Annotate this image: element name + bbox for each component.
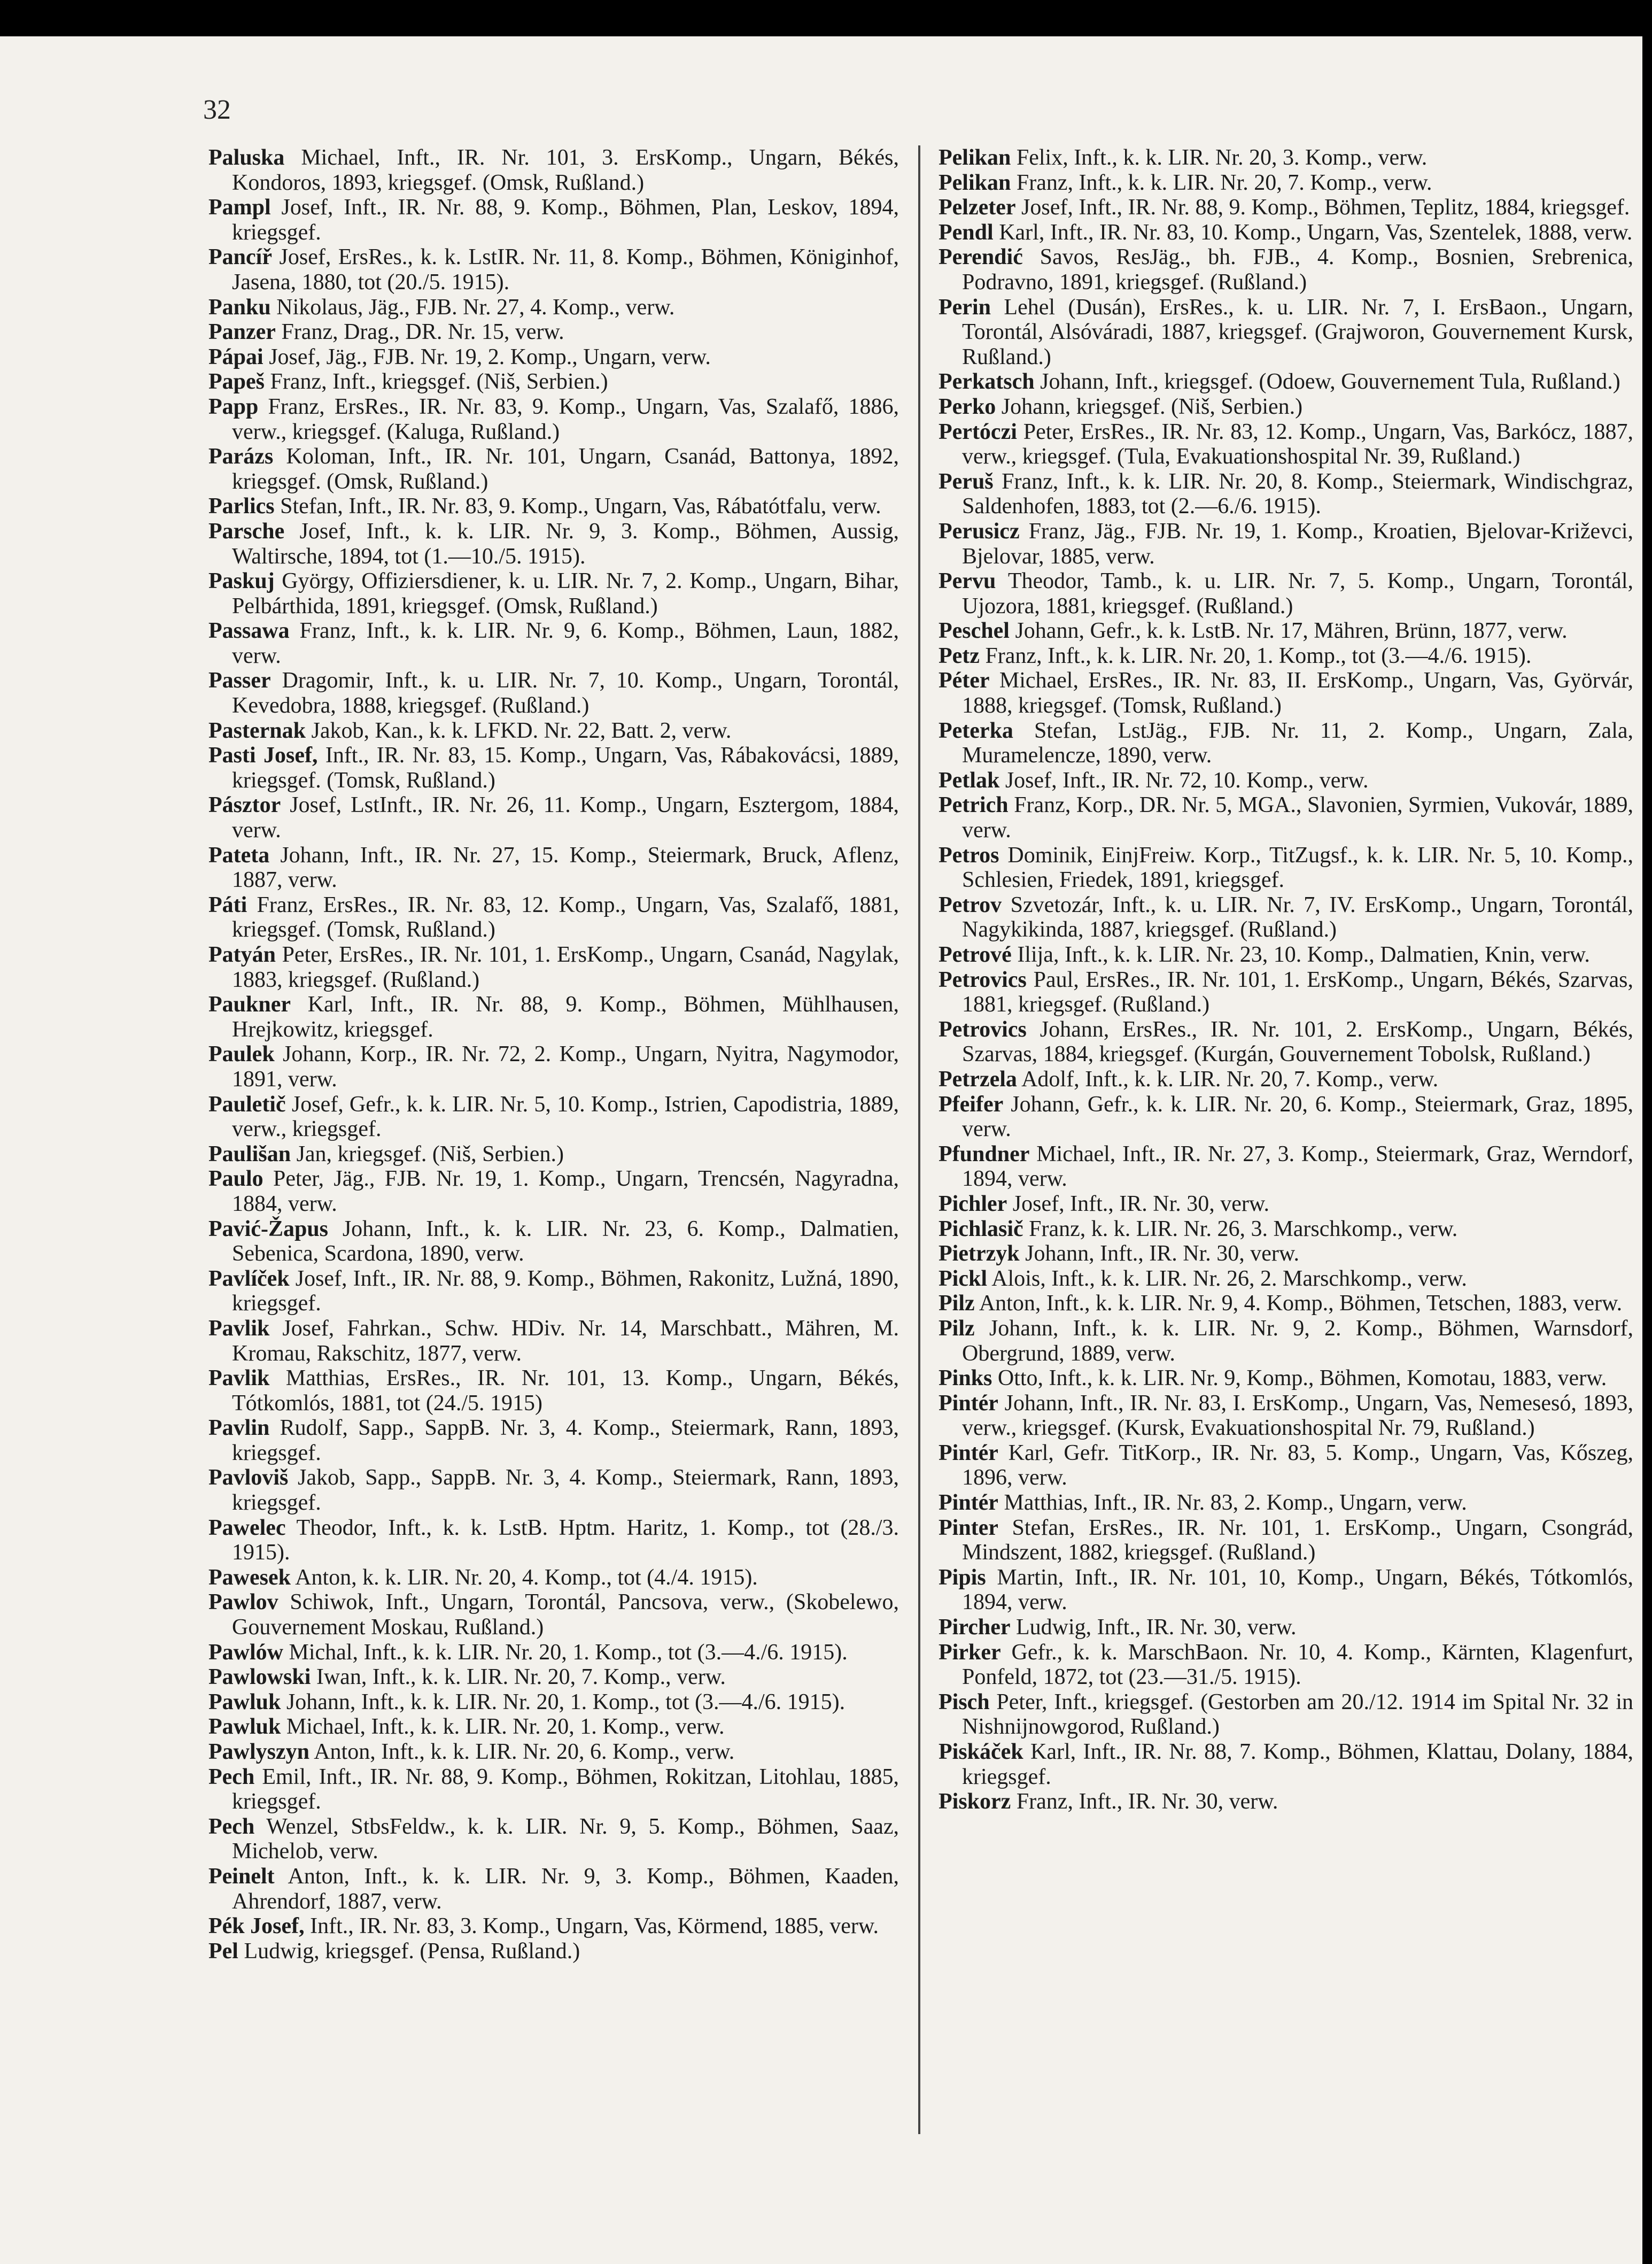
list-item [939, 644, 1633, 669]
entry-details: Lehel (Dusán), ErsRes., k. u. LIR. Nr. 7, I. ErsBaon., Ungarn, Torontál, Alsóváradi, 1887, kriegsgef. (Grajworon, Gouvernement Kursk, Rußland.) [962, 295, 1633, 369]
entry-details: Anton, k. k. LIR. Nr. 20, 4. Komp., tot (4./4. 1915). [295, 1565, 758, 1590]
entry-details: Josef, LstInft., IR. Nr. 26, 11. Komp., Ungarn, Esztergom, 1884, verw. [232, 793, 899, 843]
entry-surname: Paukner [208, 992, 291, 1017]
entry-details: Peter, Inft., kriegsgef. (Gestorben am 20./12. 1914 im Spital Nr. 32 in Nishnijnowgorod, Rußland.) [962, 1689, 1634, 1740]
entry-surname: Pelikan [939, 170, 1011, 195]
list-item [939, 893, 1633, 942]
entry-details: Franz, ErsRes., IR. Nr. 83, 9. Komp., Ungarn, Vas, Szalafő, 1886, verw., kriegsgef. (Kaluga, Rußland.) [232, 394, 899, 444]
entry-surname: Pichler [939, 1191, 1007, 1216]
list-item [939, 1615, 1633, 1640]
entry-surname: Perko [939, 394, 996, 419]
entry-details: Michael, Inft., IR. Nr. 101, 3. ErsKomp., Ungarn, Békés, Kondoros, 1893, kriegsgef. (Omsk, Rußland.) [232, 145, 899, 195]
entry-details: Anton, Inft., k. k. LIR. Nr. 9, 3. Komp., Böhmen, Kaaden, Ahrendorf, 1887, verw. [232, 1864, 899, 1914]
entry-details: Josef, Gefr., k. k. LIR. Nr. 5, 10. Komp., Istrien, Capodistria, 1889, verw., kriegsgef. [232, 1092, 899, 1142]
entry-details: Josef, Inft., IR. Nr. 30, verw. [1012, 1191, 1269, 1216]
entry-surname: Panku [208, 295, 271, 320]
list-item [939, 369, 1633, 395]
entry-surname: Petrovics [939, 967, 1027, 992]
entry-surname: Panzer [208, 320, 276, 345]
entry-details: Theodor, Tamb., k. u. LIR. Nr. 7, 5. Komp., Ungarn, Torontál, Ujozora, 1881, kriegsgef. (Rußland.) [962, 569, 1633, 619]
list-item [208, 1042, 899, 1092]
list-item [939, 619, 1633, 644]
entry-details: Matthias, Inft., IR. Nr. 83, 2. Komp., Ungarn, verw. [1004, 1490, 1467, 1516]
list-item [939, 843, 1633, 893]
entry-surname: Pavlik [208, 1366, 270, 1391]
list-item [208, 992, 899, 1042]
entry-details: Franz, k. k. LIR. Nr. 26, 3. Marschkomp., verw. [1029, 1216, 1458, 1241]
list-item [208, 1366, 899, 1416]
entry-details: Michael, ErsRes., IR. Nr. 83, II. ErsKomp., Ungarn, Vas, Györvár, 1888, kriegsgef. (Tomsk, Rußland.) [962, 668, 1633, 718]
entry-surname: Peruš [939, 469, 994, 494]
list-item [208, 1217, 899, 1266]
entry-details: Josef, Inft., IR. Nr. 88, 9. Komp., Böhmen, Teplitz, 1884, kriegsgef. [1021, 195, 1630, 220]
entry-surname: Pintér [939, 1390, 998, 1416]
entry-details: Johann, Inft., IR. Nr. 83, I. ErsKomp., Ungarn, Vas, Nemesesó, 1893, verw., kriegsgef. (Kursk, Evakuationshospital Nr. 79, Rußland.) [962, 1390, 1634, 1441]
entry-surname: Perin [939, 295, 991, 320]
entry-details: Inft., IR. Nr. 83, 3. Komp., Ungarn, Vas, Körmend, 1885, verw. [310, 1914, 879, 1939]
list-item [208, 494, 899, 519]
entry-surname: Pech [208, 1814, 255, 1839]
entry-details: Josef, Inft., IR. Nr. 72, 10. Komp., verw. [1005, 768, 1369, 793]
list-item [208, 718, 899, 744]
entry-surname: Pauletič [208, 1092, 286, 1117]
entry-details: Franz, Inft., k. k. LIR. Nr. 9, 6. Komp., Böhmen, Laun, 1882, verw. [232, 619, 899, 668]
entry-surname: Passawa [208, 619, 290, 644]
list-item [939, 1291, 1633, 1316]
entry-details: Josef, Jäg., FJB. Nr. 19, 2. Komp., Ungarn, verw. [269, 344, 711, 369]
entry-details: Peter, ErsRes., IR. Nr. 83, 12. Komp., Ungarn, Vas, Barkócz, 1887, verw., kriegsgef. (Tula, Evakuationshospital Nr. 39, Rußland.) [962, 419, 1634, 469]
entry-details: Franz, Drag., DR. Nr. 15, verw. [281, 320, 564, 345]
entry-surname: Pisch [939, 1689, 990, 1714]
list-item [939, 1789, 1633, 1814]
list-item [208, 1266, 899, 1316]
entry-surname: Pilz [939, 1316, 975, 1341]
list-item [208, 369, 899, 395]
entry-details: Johann, kriegsgef. (Niš, Serbien.) [1001, 394, 1303, 419]
entry-details: Matthias, ErsRes., IR. Nr. 101, 13. Komp., Ungarn, Békés, Tótkomlós, 1881, tot (24./5. 1915) [232, 1366, 899, 1416]
entry-surname: Pickl [939, 1266, 987, 1291]
list-item [208, 1740, 899, 1765]
list-item [939, 1142, 1633, 1192]
list-item [939, 718, 1633, 768]
entry-surname: Parsche [208, 519, 285, 544]
entry-surname: Pavić-Žapus [208, 1216, 329, 1241]
entry-surname: Peinelt [208, 1864, 275, 1889]
entry-details: Dominik, EinjFreiw. Korp., TitZugsf., k. k. LIR. Nr. 5, 10. Komp., Schlesien, Friedek, 1891, kriegsgef. [962, 843, 1634, 893]
entry-surname: Pateta [208, 843, 270, 868]
page-number: 32 [203, 95, 231, 125]
list-item [208, 893, 899, 942]
list-item [939, 145, 1633, 171]
entry-surname: Pilz [939, 1291, 975, 1316]
list-item [208, 1814, 899, 1864]
list-item [208, 1166, 899, 1216]
entry-details: Adolf, Inft., k. k. LIR. Nr. 20, 7. Komp., verw. [1021, 1067, 1439, 1092]
list-item [208, 1142, 899, 1167]
entry-details: Josef, ErsRes., k. k. LstIR. Nr. 11, 8. Komp., Böhmen, Königinhof, Jasena, 1880, tot (20./5. 1915). [232, 245, 899, 295]
entry-details: Koloman, Inft., IR. Nr. 101, Ungarn, Csanád, Battonya, 1892, kriegsgef. (Omsk, Rußland.) [232, 444, 899, 494]
entry-surname: Parázs [208, 444, 274, 469]
entry-surname: Pavlin [208, 1416, 270, 1441]
entry-surname: Perkatsch [939, 369, 1035, 395]
list-item [208, 1665, 899, 1690]
entry-surname: Pirker [939, 1640, 1001, 1665]
entry-details: Johann, Inft., IR. Nr. 30, verw. [1025, 1241, 1299, 1266]
entry-surname: Petros [939, 843, 999, 868]
entry-details: Josef, Inft., IR. Nr. 88, 9. Komp., Böhmen, Plan, Leskov, 1894, kriegsgef. [232, 195, 899, 245]
list-item [939, 768, 1633, 793]
entry-details: Paul, ErsRes., IR. Nr. 101, 1. ErsKomp., Ungarn, Békés, Szarvas, 1881, kriegsgef. (Rußland.) [962, 967, 1634, 1017]
entry-surname: Pásztor [208, 793, 281, 818]
entry-details: Michael, Inft., IR. Nr. 27, 3. Komp., Steiermark, Graz, Werndorf, 1894, verw. [962, 1141, 1634, 1192]
entry-details: Johann, Inft., kriegsgef. (Odoew, Gouvernement Tula, Rußland.) [1040, 369, 1620, 395]
list-item [208, 1092, 899, 1142]
entry-details: Schiwok, Inft., Ungarn, Torontál, Pancsova, verw., (Skobelewo, Gouvernement Moskau, Rußland.) [232, 1590, 899, 1640]
entry-surname: Pasternak [208, 718, 306, 743]
entry-surname: Piskorz [939, 1789, 1011, 1814]
entry-details: Stefan, ErsRes., IR. Nr. 101, 1. ErsKomp., Ungarn, Csongrád, Mindszent, 1882, kriegsgef. (Rußland.) [962, 1515, 1633, 1565]
list-item [208, 320, 899, 345]
entry-details: Savos, ResJäg., bh. FJB., 4. Komp., Bosnien, Srebrenica, Podravno, 1891, kriegsgef. (Rußland.) [962, 245, 1633, 295]
entry-details: Ilija, Inft., k. k. LIR. Nr. 23, 10. Komp., Dalmatien, Knin, verw. [1017, 942, 1590, 967]
list-item [208, 1565, 899, 1590]
list-item [208, 1765, 899, 1814]
entry-details: Michael, Inft., k. k. LIR. Nr. 20, 1. Komp., verw. [286, 1714, 725, 1740]
entry-details: Felix, Inft., k. k. LIR. Nr. 20, 3. Komp., verw. [1016, 145, 1428, 170]
right-column [939, 145, 1633, 1814]
entry-surname: Pinter [939, 1515, 998, 1540]
list-item [208, 1939, 899, 1964]
entry-surname: Pawlov [208, 1590, 278, 1615]
list-item [208, 245, 899, 295]
entry-surname: Pelzeter [939, 195, 1016, 220]
entry-details: Inft., IR. Nr. 83, 15. Komp., Ungarn, Vas, Rábakovácsi, 1889, kriegsgef. (Tomsk, Rußland.) [232, 743, 899, 793]
list-item [208, 1864, 899, 1914]
column-divider [918, 145, 920, 2134]
entry-surname: Pavlíček [208, 1266, 290, 1291]
entry-details: Johann, Gefr., k. k. LIR. Nr. 20, 6. Komp., Steiermark, Graz, 1895, verw. [962, 1092, 1634, 1142]
entry-surname: Pfundner [939, 1141, 1030, 1166]
entry-surname: Pietrzyk [939, 1241, 1020, 1266]
list-item [208, 668, 899, 718]
entry-details: Karl, Inft., IR. Nr. 88, 7. Komp., Böhmen, Klattau, Dolany, 1884, kriegsgef. [962, 1740, 1633, 1789]
list-item [939, 1017, 1633, 1067]
entry-surname: Perusicz [939, 519, 1020, 544]
entry-details: Franz, Inft., k. k. LIR. Nr. 20, 7. Komp., verw. [1016, 170, 1432, 195]
entry-details: Szvetozár, Inft., k. u. LIR. Nr. 7, IV. ErsKomp., Ungarn, Torontál, Nagykikinda, 1887, kriegsgef. (Rußland.) [962, 892, 1634, 942]
entry-details: Martin, Inft., IR. Nr. 101, 10, Komp., Ungarn, Békés, Tótkomlós, 1894, verw. [962, 1565, 1633, 1615]
entry-surname: Petz [939, 643, 980, 668]
entry-details: Franz, Inft., kriegsgef. (Niš, Serbien.) [270, 369, 608, 395]
entry-surname: Parlics [208, 494, 275, 519]
entry-details: Iwan, Inft., k. k. LIR. Nr. 20, 7. Komp., verw. [316, 1665, 726, 1690]
list-item [939, 395, 1633, 420]
list-item [939, 245, 1633, 295]
entry-surname: Petlak [939, 768, 1000, 793]
list-item [939, 1366, 1633, 1391]
list-item [208, 1640, 899, 1665]
entry-surname: Pel [208, 1938, 238, 1964]
entry-details: Franz, Korp., DR. Nr. 5, MGA., Slavonien, Syrmien, Vukovár, 1889, verw. [962, 793, 1634, 843]
list-item [939, 469, 1633, 519]
entry-details: Theodor, Inft., k. k. LstB. Hptm. Haritz, 1. Komp., tot (28./3. 1915). [232, 1515, 899, 1565]
list-item [208, 793, 899, 843]
list-item [939, 1192, 1633, 1217]
list-item [939, 220, 1633, 245]
list-item [208, 145, 899, 195]
entry-details: Nikolaus, Jäg., FJB. Nr. 27, 4. Komp., verw. [276, 295, 675, 320]
list-item [939, 295, 1633, 370]
entry-details: Franz, Inft., IR. Nr. 30, verw. [1016, 1789, 1278, 1814]
entry-surname: Pichlasič [939, 1216, 1023, 1241]
entry-details: Johann, Inft., k. k. LIR. Nr. 9, 2. Komp., Böhmen, Warnsdorf, Obergrund, 1889, verw. [962, 1316, 1634, 1366]
list-item [208, 1914, 899, 1939]
entry-surname: Patyán [208, 942, 276, 967]
entry-surname: Pawluk [208, 1689, 281, 1714]
list-item [208, 195, 899, 245]
scan-border-right [1642, 0, 1652, 2264]
entry-details: Emil, Inft., IR. Nr. 88, 9. Komp., Böhmen, Rokitzan, Litohlau, 1885, kriegsgef. [232, 1764, 899, 1814]
list-item [939, 968, 1633, 1017]
entry-details: Johann, ErsRes., IR. Nr. 101, 2. ErsKomp., Ungarn, Békés, Szarvas, 1884, kriegsgef. (Kurgán, Gouvernement Tobolsk, Rußland.) [962, 1017, 1634, 1067]
list-item [208, 1465, 899, 1515]
entry-surname: Petrov [939, 892, 1002, 917]
list-item [208, 619, 899, 668]
list-item [939, 1690, 1633, 1740]
entry-details: Stefan, LstJäg., FJB. Nr. 11, 2. Komp., Ungarn, Zala, Muramelencze, 1890, verw. [962, 718, 1634, 768]
entry-surname: Papp [208, 394, 259, 419]
entry-surname: Pelikan [939, 145, 1011, 170]
entry-details: Franz, ErsRes., IR. Nr. 83, 12. Komp., Ungarn, Vas, Szalafő, 1881, kriegsgef. (Tomsk, Rußland.) [232, 892, 899, 942]
entry-details: Dragomir, Inft., k. u. LIR. Nr. 7, 10. Komp., Ungarn, Torontál, Kevedobra, 1888, kriegsgef. (Rußland.) [232, 668, 899, 718]
list-item [939, 519, 1633, 569]
entry-details: Jakob, Kan., k. k. LFKD. Nr. 22, Batt. 2, verw. [311, 718, 732, 743]
entry-surname: Petrzela [939, 1067, 1017, 1092]
list-item [208, 1416, 899, 1465]
list-item [939, 195, 1633, 220]
entry-details: Josef, Fahrkan., Schw. HDiv. Nr. 14, Marschbatt., Mähren, M. Kromau, Rakschitz, 1877, verw. [232, 1316, 899, 1366]
entry-surname: Pawlyszyn [208, 1740, 309, 1764]
list-item [208, 569, 899, 619]
entry-details: Anton, Inft., k. k. LIR. Nr. 20, 6. Komp., verw. [314, 1740, 735, 1764]
entry-surname: Peterka [939, 718, 1013, 743]
entry-surname: Pircher [939, 1615, 1011, 1640]
list-item [939, 1490, 1633, 1516]
list-item [939, 1516, 1633, 1565]
entry-surname: Peschel [939, 619, 1010, 644]
entry-details: Franz, Inft., k. k. LIR. Nr. 20, 8. Komp., Steiermark, Windischgraz, Saldenhofen, 1883, tot (2.—6./6. 1915). [962, 469, 1634, 519]
entry-details: Johann, Inft., k. k. LIR. Nr. 23, 6. Komp., Dalmatien, Sebenica, Scardona, 1890, verw. [232, 1216, 899, 1266]
entry-surname: Paluska [208, 145, 285, 170]
list-item [939, 668, 1633, 718]
entry-surname: Pavloviš [208, 1465, 289, 1490]
entry-surname: Pampl [208, 195, 271, 220]
entry-details: Anton, Inft., k. k. LIR. Nr. 9, 4. Komp., Böhmen, Tetschen, 1883, verw. [979, 1291, 1623, 1316]
entry-details: Karl, Inft., IR. Nr. 83, 10. Komp., Ungarn, Vas, Szentelek, 1888, verw. [999, 220, 1633, 245]
entry-surname: Pawelec [208, 1515, 286, 1540]
entry-surname: Péter [939, 668, 990, 693]
entry-surname: Pervu [939, 569, 996, 594]
entry-details: Wenzel, StbsFeldw., k. k. LIR. Nr. 9, 5. Komp., Böhmen, Saaz, Michelob, verw. [232, 1814, 899, 1864]
entry-surname: Pech [208, 1764, 255, 1789]
entry-details: Ludwig, Inft., IR. Nr. 30, verw. [1016, 1615, 1297, 1640]
entry-details: Ludwig, kriegsgef. (Pensa, Rußland.) [244, 1938, 580, 1964]
list-item [208, 1516, 899, 1565]
entry-surname: Pancíř [208, 245, 272, 270]
list-item [939, 1565, 1633, 1615]
list-item [939, 1391, 1633, 1441]
entry-details: Franz, Inft., k. k. LIR. Nr. 20, 1. Komp., tot (3.—4./6. 1915). [985, 643, 1532, 668]
list-item [939, 1266, 1633, 1292]
list-item [208, 1714, 899, 1740]
list-item [939, 1092, 1633, 1142]
list-item [939, 1217, 1633, 1242]
list-item [939, 1740, 1633, 1789]
entry-surname: Petrové [939, 942, 1012, 967]
list-item [939, 171, 1633, 196]
entry-surname: Pavlik [208, 1316, 270, 1341]
list-item [939, 942, 1633, 968]
entry-details: Peter, ErsRes., IR. Nr. 101, 1. ErsKomp., Ungarn, Csanád, Nagylak, 1883, kriegsgef. (Rußland.) [232, 942, 899, 992]
entry-surname: Pfeifer [939, 1092, 1004, 1117]
list-item [939, 569, 1633, 619]
list-item [208, 345, 899, 370]
entry-surname: Passer [208, 668, 271, 693]
entry-details: Johann, Gefr., k. k. LstB. Nr. 17, Mähren, Brünn, 1877, verw. [1015, 619, 1568, 644]
entry-details: Jan, kriegsgef. (Niš, Serbien.) [296, 1141, 564, 1166]
entry-details: Josef, Inft., IR. Nr. 88, 9. Komp., Böhmen, Rakonitz, Lužná, 1890, kriegsgef. [232, 1266, 899, 1316]
entry-surname: Paulo [208, 1166, 263, 1192]
entry-surname: Pintér [939, 1490, 998, 1516]
entry-surname: Pék Josef, [208, 1914, 305, 1939]
entry-surname: Perendić [939, 245, 1023, 270]
entry-surname: Pertóczi [939, 419, 1017, 444]
entry-surname: Pinks [939, 1366, 992, 1391]
list-item [208, 1316, 899, 1366]
entry-details: Peter, Jäg., FJB. Nr. 19, 1. Komp., Ungarn, Trencsén, Nagyradna, 1884, verw. [232, 1166, 899, 1216]
list-item [939, 1241, 1633, 1266]
entry-details: Johann, Inft., k. k. LIR. Nr. 20, 1. Komp., tot (3.—4./6. 1915). [286, 1689, 846, 1714]
list-item [208, 295, 899, 320]
list-item [208, 942, 899, 992]
entry-surname: Pendl [939, 220, 994, 245]
list-item [939, 420, 1633, 469]
entry-details: Karl, Inft., IR. Nr. 88, 9. Komp., Böhmen, Mühlhausen, Hrejkowitz, kriegsgef. [232, 992, 899, 1042]
entry-surname: Paulišan [208, 1141, 291, 1166]
entry-details: Josef, Inft., k. k. LIR. Nr. 9, 3. Komp., Böhmen, Aussig, Waltirsche, 1894, tot (1.—10./5. 1915). [232, 519, 899, 569]
entry-surname: Pipis [939, 1565, 986, 1590]
entry-details: György, Offiziersdiener, k. u. LIR. Nr. 7, 2. Komp., Ungarn, Bihar, Pelbárthida, 1891, kriegsgef. (Omsk, Rußland.) [232, 569, 899, 619]
entry-surname: Pawlów [208, 1640, 283, 1665]
entry-surname: Papeš [208, 369, 265, 395]
entry-details: Otto, Inft., k. k. LIR. Nr. 9, Komp., Böhmen, Komotau, 1883, verw. [997, 1366, 1607, 1391]
entry-surname: Petrovics [939, 1017, 1027, 1042]
entry-surname: Pasti Josef, [208, 743, 318, 768]
list-item [939, 1640, 1633, 1690]
entry-surname: Pawlowski [208, 1665, 311, 1690]
entry-details: Alois, Inft., k. k. LIR. Nr. 26, 2. Marschkomp., verw. [991, 1266, 1467, 1291]
scan-border-top [0, 0, 1652, 36]
entry-surname: Paulek [208, 1042, 275, 1067]
entry-details: Jakob, Sapp., SappB. Nr. 3, 4. Komp., Steiermark, Rann, 1893, kriegsgef. [232, 1465, 899, 1516]
list-item [939, 1067, 1633, 1092]
entry-surname: Pintér [939, 1440, 998, 1465]
entry-surname: Pawesek [208, 1565, 291, 1590]
entry-surname: Piskáček [939, 1740, 1023, 1764]
entry-details: Karl, Gefr. TitKorp., IR. Nr. 83, 5. Komp., Ungarn, Vas, Kőszeg, 1896, verw. [962, 1440, 1633, 1490]
entry-details: Rudolf, Sapp., SappB. Nr. 3, 4. Komp., Steiermark, Rann, 1893, kriegsgef. [232, 1416, 899, 1465]
list-item [208, 1690, 899, 1715]
entry-details: Gefr., k. k. MarschBaon. Nr. 10, 4. Komp., Kärnten, Klagenfurt, Ponfeld, 1872, tot (23.—31./5. 1915). [962, 1640, 1634, 1690]
list-item [208, 395, 899, 444]
list-item [939, 793, 1633, 843]
list-item [939, 1316, 1633, 1366]
list-item [208, 1590, 899, 1640]
left-column [208, 145, 899, 1964]
list-item [208, 843, 899, 893]
list-item [208, 519, 899, 569]
entry-details: Michal, Inft., k. k. LIR. Nr. 20, 1. Komp., tot (3.—4./6. 1915). [289, 1640, 848, 1665]
list-item [208, 444, 899, 494]
entry-details: Stefan, Inft., IR. Nr. 83, 9. Komp., Ungarn, Vas, Rábatótfalu, verw. [280, 494, 881, 519]
entry-details: Franz, Jäg., FJB. Nr. 19, 1. Komp., Kroatien, Bjelovar-Križevci, Bjelovar, 1885, verw. [962, 519, 1634, 569]
list-item [208, 743, 899, 793]
entry-details: Johann, Korp., IR. Nr. 72, 2. Komp., Ungarn, Nyitra, Nagymodor, 1891, verw. [232, 1042, 899, 1092]
list-item [939, 1441, 1633, 1490]
entry-surname: Pápai [208, 344, 263, 369]
entry-surname: Pawluk [208, 1714, 281, 1740]
entry-surname: Paskuj [208, 569, 275, 594]
entry-surname: Páti [208, 892, 247, 917]
entry-details: Johann, Inft., IR. Nr. 27, 15. Komp., Steiermark, Bruck, Aflenz, 1887, verw. [232, 843, 899, 893]
entry-surname: Petrich [939, 793, 1009, 818]
